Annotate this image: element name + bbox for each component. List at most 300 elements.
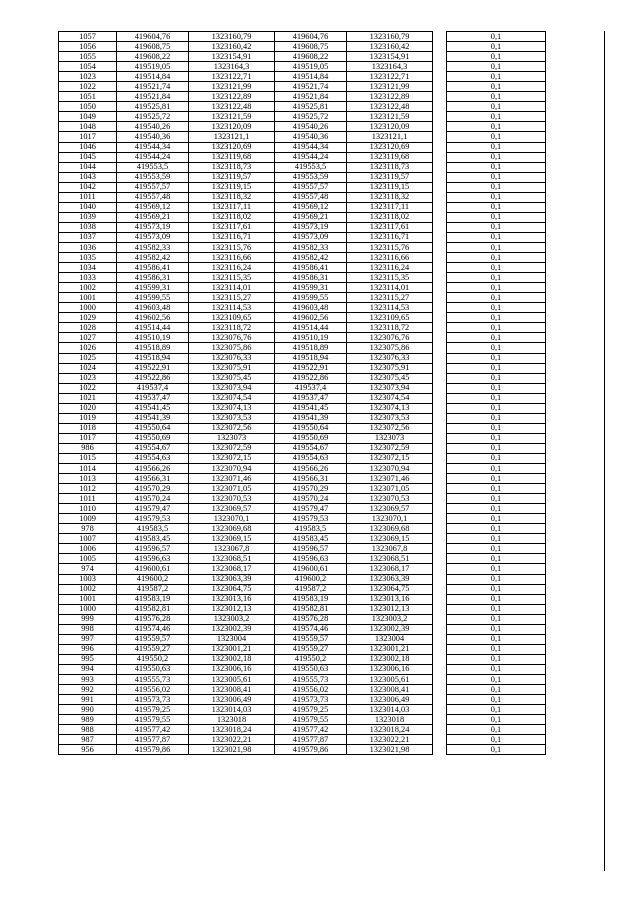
table-cell-point-number: 1056: [59, 42, 117, 52]
table-cell-x-coordinate: 419525,81: [117, 102, 189, 112]
table-cell-x-coordinate-2: 419555,73: [275, 675, 347, 685]
table-cell-x-coordinate: 419599,55: [117, 293, 189, 303]
table-cell-point-number: 1001: [59, 293, 117, 303]
table-row: [59, 293, 546, 303]
table-cell-accuracy-value: 0,1: [447, 715, 546, 725]
table-cell-x-coordinate: 419566,31: [117, 474, 189, 484]
table-cell-gap: [433, 514, 447, 524]
table-cell-gap: [433, 182, 447, 192]
table-row: [59, 443, 546, 453]
table-cell-y-coordinate-2: 1323076,76: [347, 333, 433, 343]
table-cell-point-number: 1010: [59, 504, 117, 514]
table-cell-x-coordinate-2: 419579,53: [275, 514, 347, 524]
table-cell-y-coordinate: 1323115,35: [189, 273, 275, 283]
table-cell-y-coordinate: 1323071,46: [189, 474, 275, 484]
table-cell-gap: [433, 253, 447, 263]
table-row: [59, 283, 546, 293]
table-cell-x-coordinate: 419522,86: [117, 373, 189, 383]
table-cell-point-number: 1017: [59, 433, 117, 443]
table-cell-point-number: 1009: [59, 514, 117, 524]
table-cell-x-coordinate-2: 419518,89: [275, 343, 347, 353]
table-cell-y-coordinate-2: 1323075,45: [347, 373, 433, 383]
table-cell-gap: [433, 403, 447, 413]
table-cell-x-coordinate: 419554,67: [117, 443, 189, 453]
table-cell-gap: [433, 594, 447, 604]
table-cell-point-number: 1023: [59, 72, 117, 82]
table-cell-y-coordinate: 1323116,24: [189, 263, 275, 273]
table-cell-y-coordinate-2: 1323122,89: [347, 92, 433, 102]
table-cell-point-number: 1040: [59, 202, 117, 212]
table-cell-y-coordinate: 1323114,53: [189, 303, 275, 313]
table-cell-point-number: 1029: [59, 313, 117, 323]
table-cell-accuracy-value: 0,1: [447, 564, 546, 574]
table-row: [59, 32, 546, 42]
table-cell-point-number: 1011: [59, 494, 117, 504]
table-cell-x-coordinate-2: 419553,5: [275, 162, 347, 172]
table-cell-y-coordinate-2: 1323068,51: [347, 554, 433, 564]
table-cell-y-coordinate-2: 1323116,71: [347, 232, 433, 242]
table-cell-x-coordinate: 419586,41: [117, 263, 189, 273]
table-cell-y-coordinate: 1323001,21: [189, 644, 275, 654]
table-cell-accuracy-value: 0,1: [447, 644, 546, 654]
table-row: [59, 634, 546, 644]
table-cell-gap: [433, 484, 447, 494]
table-row: [59, 433, 546, 443]
table-cell-x-coordinate: 419554,63: [117, 453, 189, 463]
table-cell-gap: [433, 604, 447, 614]
table-cell-accuracy-value: 0,1: [447, 373, 546, 383]
table-cell-point-number: 1028: [59, 323, 117, 333]
table-row: [59, 343, 546, 353]
table-cell-point-number: 995: [59, 654, 117, 664]
table-cell-x-coordinate-2: 419559,27: [275, 644, 347, 654]
table-cell-point-number: 986: [59, 443, 117, 453]
table-cell-y-coordinate-2: 1323070,53: [347, 494, 433, 504]
table-cell-y-coordinate: 1323122,89: [189, 92, 275, 102]
table-cell-x-coordinate: 419518,94: [117, 353, 189, 363]
table-cell-point-number: 1043: [59, 172, 117, 182]
table-cell-gap: [433, 715, 447, 725]
table-cell-y-coordinate: 1323022,21: [189, 735, 275, 745]
table-cell-y-coordinate: 1323114,01: [189, 283, 275, 293]
table-cell-accuracy-value: 0,1: [447, 393, 546, 403]
table-cell-y-coordinate-2: 1323071,05: [347, 484, 433, 494]
table-cell-x-coordinate: 419525,72: [117, 112, 189, 122]
table-row: [59, 624, 546, 634]
table-cell-x-coordinate: 419604,76: [117, 32, 189, 42]
table-row: [59, 654, 546, 664]
table-row: [59, 122, 546, 132]
table-cell-x-coordinate: 419600,2: [117, 574, 189, 584]
table-cell-point-number: 1022: [59, 383, 117, 393]
table-cell-y-coordinate: 1323164,3: [189, 62, 275, 72]
table-cell-x-coordinate: 419608,22: [117, 52, 189, 62]
table-row: [59, 574, 546, 584]
table-cell-gap: [433, 524, 447, 534]
table-cell-gap: [433, 574, 447, 584]
table-cell-accuracy-value: 0,1: [447, 202, 546, 212]
table-cell-y-coordinate-2: 1323160,79: [347, 32, 433, 42]
table-cell-gap: [433, 644, 447, 654]
table-cell-x-coordinate-2: 419583,45: [275, 534, 347, 544]
table-cell-x-coordinate: 419570,24: [117, 494, 189, 504]
table-cell-x-coordinate: 419576,28: [117, 614, 189, 624]
table-cell-y-coordinate: 1323014,03: [189, 705, 275, 715]
table-cell-x-coordinate: 419602,56: [117, 313, 189, 323]
table-cell-x-coordinate: 419514,44: [117, 323, 189, 333]
table-cell-accuracy-value: 0,1: [447, 212, 546, 222]
table-row: [59, 72, 546, 82]
table-row: [59, 383, 546, 393]
table-cell-x-coordinate-2: 419519,05: [275, 62, 347, 72]
table-cell-gap: [433, 102, 447, 112]
table-cell-y-coordinate: 1323068,51: [189, 554, 275, 564]
table-cell-x-coordinate-2: 419579,47: [275, 504, 347, 514]
table-cell-x-coordinate-2: 419554,67: [275, 443, 347, 453]
table-cell-y-coordinate: 1323069,68: [189, 524, 275, 534]
table-cell-x-coordinate: 419579,53: [117, 514, 189, 524]
table-cell-point-number: 1000: [59, 604, 117, 614]
table-cell-gap: [433, 695, 447, 705]
table-cell-gap: [433, 142, 447, 152]
table-cell-x-coordinate: 419550,69: [117, 433, 189, 443]
table-cell-y-coordinate-2: 1323069,57: [347, 504, 433, 514]
table-cell-y-coordinate: 1323075,45: [189, 373, 275, 383]
table-row: [59, 393, 546, 403]
table-row: [59, 232, 546, 242]
table-cell-point-number: 1042: [59, 182, 117, 192]
table-cell-x-coordinate-2: 419603,48: [275, 303, 347, 313]
table-cell-gap: [433, 735, 447, 745]
table-row: [59, 253, 546, 263]
table-cell-accuracy-value: 0,1: [447, 554, 546, 564]
table-cell-y-coordinate: 1323160,42: [189, 42, 275, 52]
table-cell-gap: [433, 343, 447, 353]
table-cell-x-coordinate-2: 419521,74: [275, 82, 347, 92]
table-cell-x-coordinate: 419510,19: [117, 333, 189, 343]
table-cell-point-number: 1017: [59, 132, 117, 142]
table-cell-x-coordinate-2: 419525,81: [275, 102, 347, 112]
table-cell-x-coordinate: 419596,63: [117, 554, 189, 564]
table-cell-accuracy-value: 0,1: [447, 484, 546, 494]
table-cell-accuracy-value: 0,1: [447, 664, 546, 674]
table-cell-accuracy-value: 0,1: [447, 112, 546, 122]
table-cell-accuracy-value: 0,1: [447, 263, 546, 273]
table-cell-point-number: 1021: [59, 393, 117, 403]
table-cell-accuracy-value: 0,1: [447, 604, 546, 614]
table-cell-point-number: 1039: [59, 212, 117, 222]
table-cell-x-coordinate: 419544,24: [117, 152, 189, 162]
table-row: [59, 554, 546, 564]
table-cell-accuracy-value: 0,1: [447, 293, 546, 303]
table-cell-gap: [433, 675, 447, 685]
table-cell-x-coordinate-2: 419573,09: [275, 232, 347, 242]
table-row: [59, 92, 546, 102]
table-cell-y-coordinate: 1323120,09: [189, 122, 275, 132]
table-cell-y-coordinate-2: 1323073: [347, 433, 433, 443]
table-cell-gap: [433, 72, 447, 82]
table-cell-gap: [433, 654, 447, 664]
table-cell-accuracy-value: 0,1: [447, 433, 546, 443]
table-cell-y-coordinate: 1323002,18: [189, 654, 275, 664]
table-cell-y-coordinate-2: 1323067,8: [347, 544, 433, 554]
table-cell-x-coordinate-2: 419608,22: [275, 52, 347, 62]
table-cell-point-number: 994: [59, 664, 117, 674]
table-cell-x-coordinate: 419603,48: [117, 303, 189, 313]
table-cell-gap: [433, 242, 447, 252]
table-row: [59, 614, 546, 624]
table-row: [59, 464, 546, 474]
table-cell-point-number: 1020: [59, 403, 117, 413]
table-cell-y-coordinate-2: 1323119,68: [347, 152, 433, 162]
table-cell-accuracy-value: 0,1: [447, 102, 546, 112]
table-cell-x-coordinate-2: 419514,44: [275, 323, 347, 333]
table-cell-accuracy-value: 0,1: [447, 72, 546, 82]
table-cell-y-coordinate: 1323018,24: [189, 725, 275, 735]
table-cell-gap: [433, 333, 447, 343]
table-cell-y-coordinate-2: 1323114,01: [347, 283, 433, 293]
table-cell-point-number: 998: [59, 624, 117, 634]
table-cell-x-coordinate: 419569,21: [117, 212, 189, 222]
table-cell-accuracy-value: 0,1: [447, 303, 546, 313]
table-cell-gap: [433, 544, 447, 554]
table-cell-x-coordinate: 419566,26: [117, 464, 189, 474]
table-cell-point-number: 1049: [59, 112, 117, 122]
table-cell-y-coordinate-2: 1323116,66: [347, 253, 433, 263]
table-cell-point-number: 1035: [59, 253, 117, 263]
table-cell-point-number: 989: [59, 715, 117, 725]
table-cell-y-coordinate-2: 1323006,49: [347, 695, 433, 705]
table-cell-x-coordinate-2: 419525,72: [275, 112, 347, 122]
coordinates-table: [58, 31, 546, 755]
table-cell-x-coordinate: 419550,64: [117, 423, 189, 433]
table-cell-point-number: 991: [59, 695, 117, 705]
table-cell-y-coordinate-2: 1323074,54: [347, 393, 433, 403]
table-cell-x-coordinate-2: 419596,63: [275, 554, 347, 564]
table-cell-y-coordinate: 1323074,54: [189, 393, 275, 403]
table-cell-y-coordinate-2: 1323119,15: [347, 182, 433, 192]
table-cell-accuracy-value: 0,1: [447, 343, 546, 353]
table-row: [59, 112, 546, 122]
table-cell-gap: [433, 192, 447, 202]
table-cell-y-coordinate: 1323003,2: [189, 614, 275, 624]
table-row: [59, 242, 546, 252]
table-cell-x-coordinate-2: 419554,63: [275, 453, 347, 463]
table-cell-x-coordinate-2: 419510,19: [275, 333, 347, 343]
table-cell-point-number: 1038: [59, 222, 117, 232]
table-cell-gap: [433, 383, 447, 393]
table-cell-gap: [433, 373, 447, 383]
table-cell-y-coordinate: 1323116,71: [189, 232, 275, 242]
table-cell-x-coordinate: 419569,12: [117, 202, 189, 212]
table-cell-x-coordinate: 419583,5: [117, 524, 189, 534]
table-cell-y-coordinate: 1323004: [189, 634, 275, 644]
table-cell-point-number: 1033: [59, 273, 117, 283]
table-cell-x-coordinate: 419579,47: [117, 504, 189, 514]
table-row: [59, 102, 546, 112]
table-cell-y-coordinate: 1323006,49: [189, 695, 275, 705]
table-cell-point-number: 1002: [59, 584, 117, 594]
table-row: [59, 695, 546, 705]
table-cell-x-coordinate: 419586,31: [117, 273, 189, 283]
table-cell-accuracy-value: 0,1: [447, 614, 546, 624]
table-cell-x-coordinate-2: 419540,26: [275, 122, 347, 132]
table-cell-accuracy-value: 0,1: [447, 544, 546, 554]
table-cell-y-coordinate-2: 1323118,72: [347, 323, 433, 333]
table-cell-point-number: 1057: [59, 32, 117, 42]
table-cell-y-coordinate-2: 1323075,91: [347, 363, 433, 373]
table-cell-point-number: 992: [59, 685, 117, 695]
table-cell-y-coordinate: 1323122,71: [189, 72, 275, 82]
table-cell-point-number: 1015: [59, 453, 117, 463]
table-cell-accuracy-value: 0,1: [447, 534, 546, 544]
table-cell-accuracy-value: 0,1: [447, 42, 546, 52]
table-cell-gap: [433, 564, 447, 574]
table-cell-gap: [433, 453, 447, 463]
table-cell-y-coordinate: 1323070,1: [189, 514, 275, 524]
table-cell-gap: [433, 313, 447, 323]
table-cell-x-coordinate-2: 419573,19: [275, 222, 347, 232]
table-cell-gap: [433, 464, 447, 474]
table-cell-gap: [433, 353, 447, 363]
table-row: [59, 82, 546, 92]
table-cell-accuracy-value: 0,1: [447, 685, 546, 695]
table-cell-gap: [433, 82, 447, 92]
table-cell-x-coordinate-2: 419544,34: [275, 142, 347, 152]
table-cell-accuracy-value: 0,1: [447, 273, 546, 283]
table-cell-accuracy-value: 0,1: [447, 192, 546, 202]
table-cell-gap: [433, 263, 447, 273]
table-cell-point-number: 1044: [59, 162, 117, 172]
table-cell-accuracy-value: 0,1: [447, 745, 546, 755]
table-row: [59, 202, 546, 212]
table-cell-gap: [433, 172, 447, 182]
table-cell-point-number: 1005: [59, 554, 117, 564]
table-cell-gap: [433, 423, 447, 433]
table-cell-x-coordinate: 419557,48: [117, 192, 189, 202]
table-cell-point-number: 1001: [59, 594, 117, 604]
table-cell-point-number: 1006: [59, 544, 117, 554]
table-cell-y-coordinate-2: 1323068,17: [347, 564, 433, 574]
table-cell-accuracy-value: 0,1: [447, 152, 546, 162]
table-row: [59, 353, 546, 363]
table-cell-gap: [433, 413, 447, 423]
table-cell-x-coordinate: 419587,2: [117, 584, 189, 594]
table-cell-gap: [433, 614, 447, 624]
table-cell-x-coordinate: 419553,5: [117, 162, 189, 172]
table-cell-x-coordinate-2: 419518,94: [275, 353, 347, 363]
table-cell-gap: [433, 323, 447, 333]
table-cell-accuracy-value: 0,1: [447, 423, 546, 433]
table-cell-gap: [433, 293, 447, 303]
table-cell-gap: [433, 474, 447, 484]
table-cell-y-coordinate-2: 1323154,91: [347, 52, 433, 62]
table-cell-y-coordinate-2: 1323073,94: [347, 383, 433, 393]
table-cell-x-coordinate-2: 419569,21: [275, 212, 347, 222]
table-cell-accuracy-value: 0,1: [447, 443, 546, 453]
table-row: [59, 544, 546, 554]
table-cell-x-coordinate: 419521,84: [117, 92, 189, 102]
table-cell-accuracy-value: 0,1: [447, 242, 546, 252]
table-cell-y-coordinate-2: 1323122,48: [347, 102, 433, 112]
table-row: [59, 142, 546, 152]
table-cell-x-coordinate-2: 419586,31: [275, 273, 347, 283]
table-cell-y-coordinate: 1323116,66: [189, 253, 275, 263]
table-cell-x-coordinate: 419519,05: [117, 62, 189, 72]
table-cell-y-coordinate-2: 1323117,11: [347, 202, 433, 212]
table-cell-y-coordinate-2: 1323021,98: [347, 745, 433, 755]
table-cell-y-coordinate: 1323154,91: [189, 52, 275, 62]
table-cell-gap: [433, 554, 447, 564]
table-cell-x-coordinate: 419582,81: [117, 604, 189, 614]
table-cell-point-number: 997: [59, 634, 117, 644]
table-row: [59, 162, 546, 172]
table-cell-accuracy-value: 0,1: [447, 524, 546, 534]
table-cell-point-number: 1019: [59, 413, 117, 423]
table-cell-gap: [433, 162, 447, 172]
table-row: [59, 504, 546, 514]
table-cell-accuracy-value: 0,1: [447, 413, 546, 423]
table-cell-y-coordinate-2: 1323121,59: [347, 112, 433, 122]
table-cell-x-coordinate-2: 419600,61: [275, 564, 347, 574]
table-cell-point-number: 1051: [59, 92, 117, 102]
table-cell-accuracy-value: 0,1: [447, 574, 546, 584]
table-cell-point-number: 978: [59, 524, 117, 534]
table-row: [59, 363, 546, 373]
table-cell-x-coordinate: 419574,46: [117, 624, 189, 634]
table-row: [59, 685, 546, 695]
table-cell-x-coordinate: 419521,74: [117, 82, 189, 92]
table-cell-accuracy-value: 0,1: [447, 52, 546, 62]
table-cell-y-coordinate-2: 1323121,1: [347, 132, 433, 142]
table-cell-y-coordinate-2: 1323022,21: [347, 735, 433, 745]
table-cell-x-coordinate: 419541,39: [117, 413, 189, 423]
coordinates-table-body: [59, 32, 546, 755]
table-cell-y-coordinate-2: 1323073,53: [347, 413, 433, 423]
table-cell-x-coordinate: 419608,75: [117, 42, 189, 52]
table-row: [59, 584, 546, 594]
table-cell-y-coordinate-2: 1323072,15: [347, 453, 433, 463]
table-cell-x-coordinate: 419559,57: [117, 634, 189, 644]
table-cell-x-coordinate: 419573,73: [117, 695, 189, 705]
table-cell-gap: [433, 433, 447, 443]
table-cell-x-coordinate: 419537,47: [117, 393, 189, 403]
table-cell-point-number: 1002: [59, 283, 117, 293]
table-cell-x-coordinate: 419522,91: [117, 363, 189, 373]
table-cell-x-coordinate: 419577,87: [117, 735, 189, 745]
table-cell-y-coordinate: 1323117,61: [189, 222, 275, 232]
table-cell-x-coordinate-2: 419582,33: [275, 242, 347, 252]
table-cell-gap: [433, 393, 447, 403]
table-cell-x-coordinate: 419544,34: [117, 142, 189, 152]
table-cell-y-coordinate: 1323121,1: [189, 132, 275, 142]
table-cell-accuracy-value: 0,1: [447, 92, 546, 102]
table-cell-y-coordinate: 1323118,32: [189, 192, 275, 202]
table-cell-gap: [433, 705, 447, 715]
table-cell-x-coordinate-2: 419608,75: [275, 42, 347, 52]
table-cell-gap: [433, 504, 447, 514]
table-cell-gap: [433, 584, 447, 594]
table-cell-y-coordinate: 1323072,15: [189, 453, 275, 463]
table-cell-point-number: 1022: [59, 82, 117, 92]
table-row: [59, 524, 546, 534]
table-cell-point-number: 1014: [59, 464, 117, 474]
table-cell-accuracy-value: 0,1: [447, 474, 546, 484]
table-cell-gap: [433, 112, 447, 122]
table-cell-y-coordinate-2: 1323120,09: [347, 122, 433, 132]
table-cell-x-coordinate-2: 419582,81: [275, 604, 347, 614]
table-cell-y-coordinate-2: 1323003,2: [347, 614, 433, 624]
